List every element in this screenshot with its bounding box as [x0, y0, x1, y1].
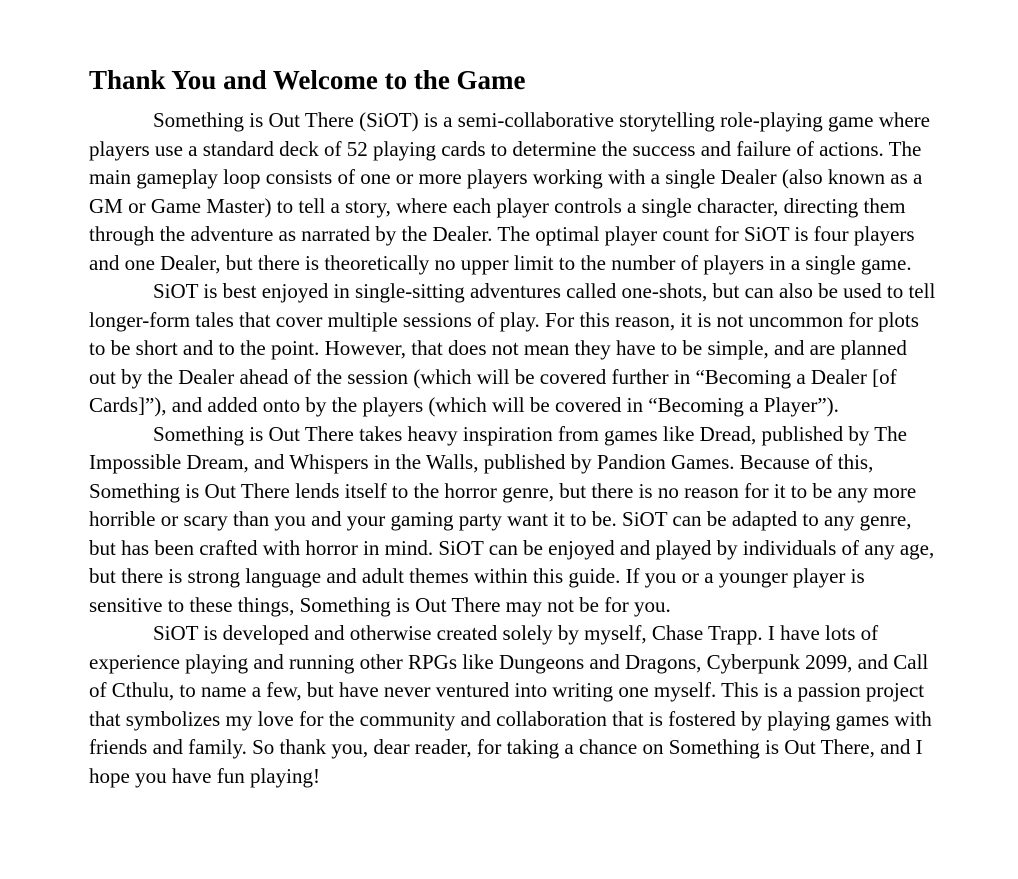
- paragraph-intro: Something is Out There (SiOT) is a semi-collaborative storytelling role-playing game where players use a standard deck of 52 playing cards to determine the success and failure of actions. The main gameplay loop consists of one or more players working with a single Dealer (also known as a GM or Game Master) to tell a story, where each player controls a single character, directing them through the adventure as narrated by the Dealer. The optimal player count for SiOT is four players and one Dealer, but there is theoretically no upper limit to the number of players in a single game.: [89, 108, 930, 275]
- paragraph-inspiration: Something is Out There takes heavy inspiration from games like Dread, published by The Impossible Dream, and Whispers in the Walls, published by Pandion Games. Because of this, Something is Out There lends itself to the horror genre, but there is no reason for it to be any more horrible or scary than you and your gaming party want it to be. SiOT can be adapted to any genre, but has been crafted with horror in mind. SiOT can be enjoyed and played by individuals of any age, but there is strong language and adult themes within this guide. If you or a younger player is sensitive to these things, Something is Out There may not be for you.: [89, 421, 935, 617]
- paragraph-one-shots: SiOT is best enjoyed in single-sitting adventures called one-shots, but can also be used to tell longer-form tales that cover multiple sessions of play. For this reason, it is not uncommon for plots to be short and to the point. However, that does not mean they have to be simple, and are planned out by the Dealer ahead of the session (which will be covered further in “Becoming a Dealer [of Cards]”), and added onto by the players (which will be covered in “Becoming a Player”).: [89, 279, 936, 417]
- document-page: [89, 62, 939, 790]
- document-body: [89, 106, 939, 790]
- paragraph-author: SiOT is developed and otherwise created solely by myself, Chase Trapp. I have lots of experience playing and running other RPGs like Dungeons and Dragons, Cyberpunk 2099, and Call of Cthulu, to name a few, but have never ventured into writing one myself. This is a passion project that symbolizes my love for the community and collaboration that is fostered by playing games with friends and family. So thank you, dear reader, for taking a chance on Something is Out There, and I hope you have fun playing!: [89, 621, 932, 788]
- document-heading: Thank You and Welcome to the Game: [89, 65, 526, 95]
